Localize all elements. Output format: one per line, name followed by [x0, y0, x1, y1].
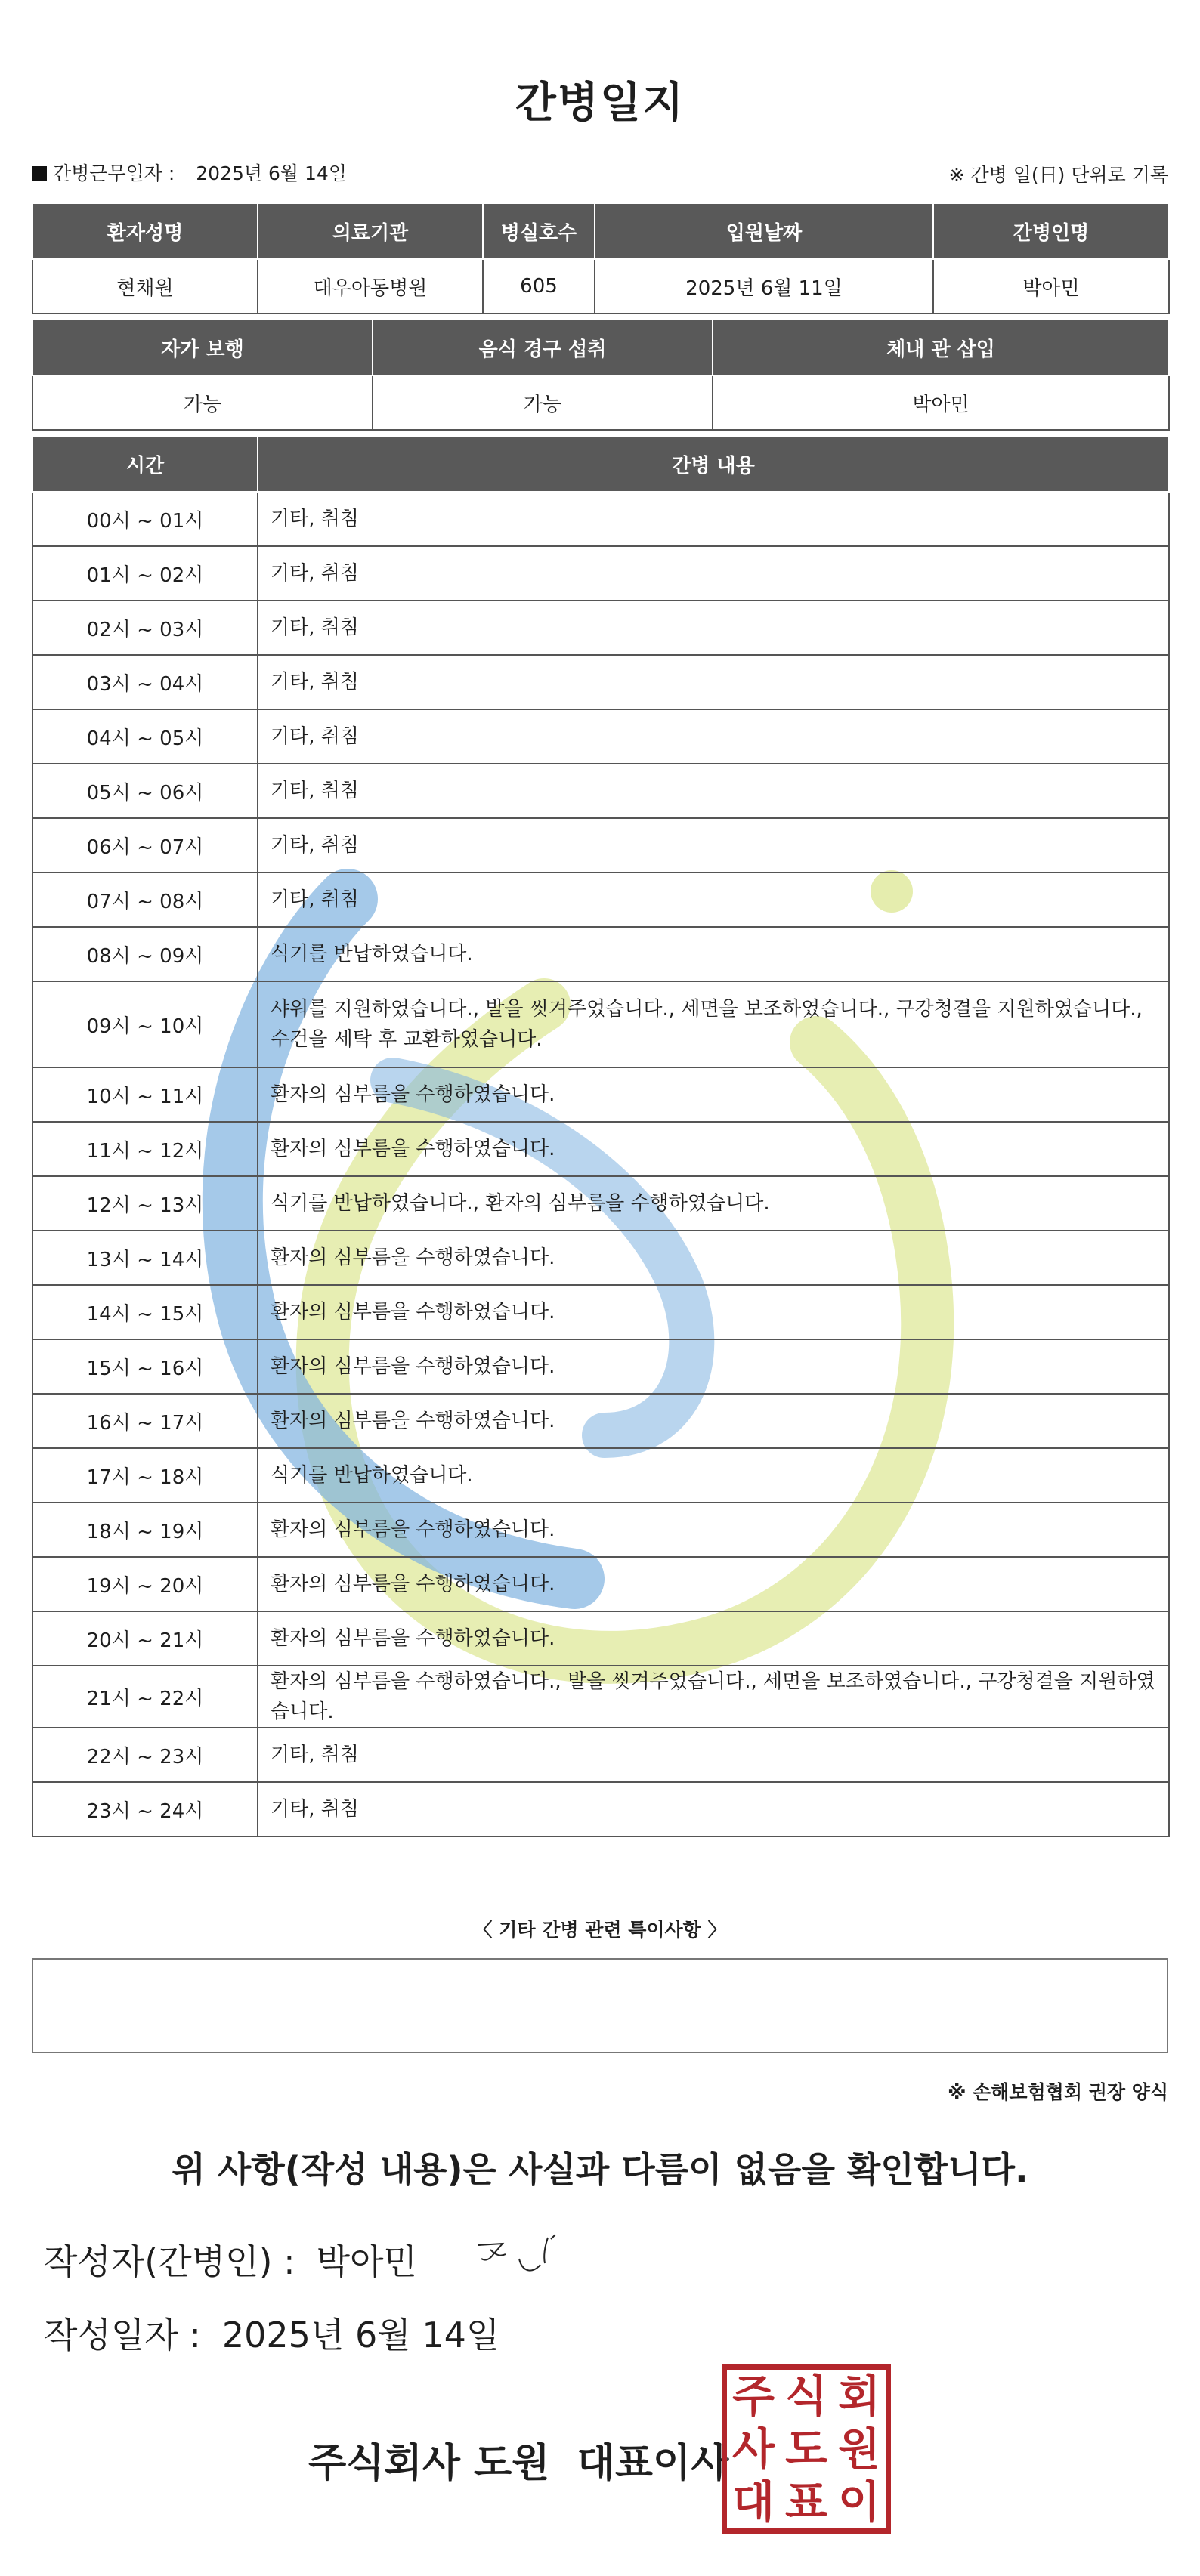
- time-slot: 11시 ~ 12시: [32, 1122, 258, 1176]
- time-slot: 00시 ~ 01시: [32, 492, 258, 546]
- time-slot: 10시 ~ 11시: [32, 1067, 258, 1122]
- care-content: 환자의 심부름을 수행하였습니다., 발을 씻겨주었습니다., 세면을 보조하였습니다., 구강청결을 지원하였습니다.: [258, 1666, 1169, 1728]
- care-content: 환자의 심부름을 수행하였습니다.: [258, 1122, 1169, 1176]
- table-row: [32, 927, 1169, 981]
- time-slot: 17시 ~ 18시: [32, 1448, 258, 1503]
- time-slot: 21시 ~ 22시: [32, 1666, 258, 1728]
- care-content: 환자의 심부름을 수행하였습니다.: [258, 1339, 1169, 1394]
- care-content: 환자의 심부름을 수행하였습니다.: [258, 1394, 1169, 1448]
- time-slot: 15시 ~ 16시: [32, 1339, 258, 1394]
- time-slot: 22시 ~ 23시: [32, 1728, 258, 1782]
- time-slot: 08시 ~ 09시: [32, 927, 258, 981]
- seal-glyph: 회: [837, 2371, 881, 2422]
- header-caregiver-name: 간병인명: [933, 203, 1169, 259]
- table-row: [32, 1557, 1169, 1611]
- header-tube-insertion: 체내 관 삽입: [713, 320, 1169, 375]
- care-content: 식기를 반납하였습니다.: [258, 927, 1169, 981]
- hospital: 대우아동병원: [258, 259, 483, 314]
- care-schedule-table: [32, 435, 1170, 1837]
- time-slot: 02시 ~ 03시: [32, 601, 258, 655]
- header-room-number: 병실호수: [483, 203, 595, 259]
- header-care-content: 간병 내용: [258, 436, 1169, 492]
- seal-glyph: 표: [784, 2476, 828, 2528]
- header-oral-intake: 음식 경구 섭취: [373, 320, 713, 375]
- notes-title: 〈 기타 간병 관련 특이사항 〉: [473, 1919, 727, 1941]
- care-content: 식기를 반납하였습니다.: [258, 1448, 1169, 1503]
- care-date-row: [32, 159, 347, 186]
- seal-glyph: 원: [837, 2423, 881, 2475]
- care-content: 기타, 취침: [258, 764, 1169, 818]
- table-row: [32, 1448, 1169, 1503]
- header-hospital: 의료기관: [258, 203, 483, 259]
- time-slot: 07시 ~ 08시: [32, 873, 258, 927]
- room-number: 605: [483, 259, 595, 314]
- table-row: [32, 709, 1169, 764]
- written-date-label: 작성일자 :: [44, 2315, 201, 2355]
- care-content: 샤워를 지원하였습니다., 발을 씻겨주었습니다., 세면을 보조하였습니다., 구강청결을 지원하였습니다., 수건을 세탁 후 교환하였습니다.: [258, 981, 1169, 1067]
- table-row: [32, 1285, 1169, 1339]
- seal-glyph: 대: [731, 2476, 775, 2528]
- table-row: [32, 1728, 1169, 1782]
- patient-name: 현채원: [32, 259, 258, 314]
- time-slot: 09시 ~ 10시: [32, 981, 258, 1067]
- square-bullet-icon: [32, 166, 47, 181]
- time-slot: 18시 ~ 19시: [32, 1503, 258, 1557]
- table-row: [32, 1666, 1169, 1728]
- seal-glyph: 도: [784, 2423, 828, 2475]
- time-slot: 06시 ~ 07시: [32, 818, 258, 873]
- header-patient-name: 환자성명: [32, 203, 258, 259]
- header-admission-date: 입원날짜: [595, 203, 933, 259]
- confirmation-statement: 위 사항(작성 내용)은 사실과 다름이 없음을 확인합니다.: [172, 2149, 1028, 2190]
- oral-intake-value: 가능: [373, 375, 713, 430]
- time-slot: 14시 ~ 15시: [32, 1285, 258, 1339]
- header-self-walking: 자가 보행: [32, 320, 373, 375]
- time-slot: 03시 ~ 04시: [32, 655, 258, 709]
- notes-box: [32, 1958, 1168, 2053]
- time-slot: 16시 ~ 17시: [32, 1394, 258, 1448]
- handwritten-signature-icon: [472, 2229, 571, 2281]
- table-row: [32, 764, 1169, 818]
- table-row: [32, 1782, 1169, 1836]
- table-row: [32, 818, 1169, 873]
- time-slot: 01시 ~ 02시: [32, 546, 258, 601]
- unit-note: ※ 간병 일(日) 단위로 기록: [948, 164, 1168, 186]
- care-content: 기타, 취침: [258, 818, 1169, 873]
- care-date-value: 2025년 6월 14일: [196, 162, 347, 184]
- company-seal-stamp-icon: [722, 2364, 891, 2534]
- table-row: [32, 492, 1169, 546]
- patient-info-table: [32, 202, 1170, 314]
- admission-date: 2025년 6월 11일: [595, 259, 933, 314]
- time-slot: 12시 ~ 13시: [32, 1176, 258, 1231]
- time-slot: 04시 ~ 05시: [32, 709, 258, 764]
- table-row: [32, 981, 1169, 1067]
- company-name: 주식회사 도원: [308, 2441, 550, 2486]
- table-row: [32, 1067, 1169, 1122]
- care-content: 기타, 취침: [258, 546, 1169, 601]
- header-time: 시간: [32, 436, 258, 492]
- writer-name: 박아민: [316, 2241, 417, 2282]
- care-content: 기타, 취침: [258, 1782, 1169, 1836]
- writer-label: 작성자(간병인) :: [44, 2241, 295, 2282]
- care-content: 환자의 심부름을 수행하였습니다.: [258, 1611, 1169, 1666]
- seal-glyph: 이: [837, 2476, 881, 2528]
- written-date-value: 2025년 6월 14일: [221, 2315, 500, 2355]
- care-content: 환자의 심부름을 수행하였습니다.: [258, 1067, 1169, 1122]
- time-slot: 05시 ~ 06시: [32, 764, 258, 818]
- caregiver-name: 박아민: [933, 259, 1169, 314]
- time-slot: 20시 ~ 21시: [32, 1611, 258, 1666]
- written-date-row: [44, 2308, 499, 2358]
- care-content: 기타, 취침: [258, 709, 1169, 764]
- table-row: [32, 1122, 1169, 1176]
- writer-row: [44, 2235, 417, 2284]
- care-date-label: 간병근무일자 :: [53, 162, 175, 184]
- care-content: 환자의 심부름을 수행하였습니다.: [258, 1285, 1169, 1339]
- table-row: [32, 1231, 1169, 1285]
- care-content: 기타, 취침: [258, 492, 1169, 546]
- care-content: 기타, 취침: [258, 601, 1169, 655]
- time-slot: 13시 ~ 14시: [32, 1231, 258, 1285]
- table-row: [32, 1176, 1169, 1231]
- form-source-note: ※ 손해보험협회 권장 양식: [948, 2081, 1168, 2103]
- care-content: 식기를 반납하였습니다., 환자의 심부름을 수행하였습니다.: [258, 1176, 1169, 1231]
- table-row: [32, 601, 1169, 655]
- table-row: [32, 655, 1169, 709]
- care-content: 환자의 심부름을 수행하였습니다.: [258, 1557, 1169, 1611]
- tube-insertion-value: 박아민: [713, 375, 1169, 430]
- table-row: [32, 1339, 1169, 1394]
- seal-glyph: 주: [731, 2371, 775, 2422]
- self-walking-value: 가능: [32, 375, 373, 430]
- care-content: 기타, 취침: [258, 655, 1169, 709]
- table-row: [32, 873, 1169, 927]
- table-row: [32, 546, 1169, 601]
- table-row: [32, 1611, 1169, 1666]
- table-row: [32, 1394, 1169, 1448]
- table-row: [32, 1503, 1169, 1557]
- page-title: 간병일지: [515, 79, 685, 128]
- care-content: 환자의 심부름을 수행하였습니다.: [258, 1503, 1169, 1557]
- patient-ability-table: [32, 319, 1170, 431]
- company-representative: 대표이사: [577, 2441, 729, 2486]
- time-slot: 19시 ~ 20시: [32, 1557, 258, 1611]
- care-content: 기타, 취침: [258, 1728, 1169, 1782]
- seal-glyph: 사: [731, 2423, 775, 2475]
- seal-glyph: 식: [784, 2371, 828, 2422]
- company-signature-line: [308, 2431, 728, 2488]
- care-content: 기타, 취침: [258, 873, 1169, 927]
- care-content: 환자의 심부름을 수행하였습니다.: [258, 1231, 1169, 1285]
- time-slot: 23시 ~ 24시: [32, 1782, 258, 1836]
